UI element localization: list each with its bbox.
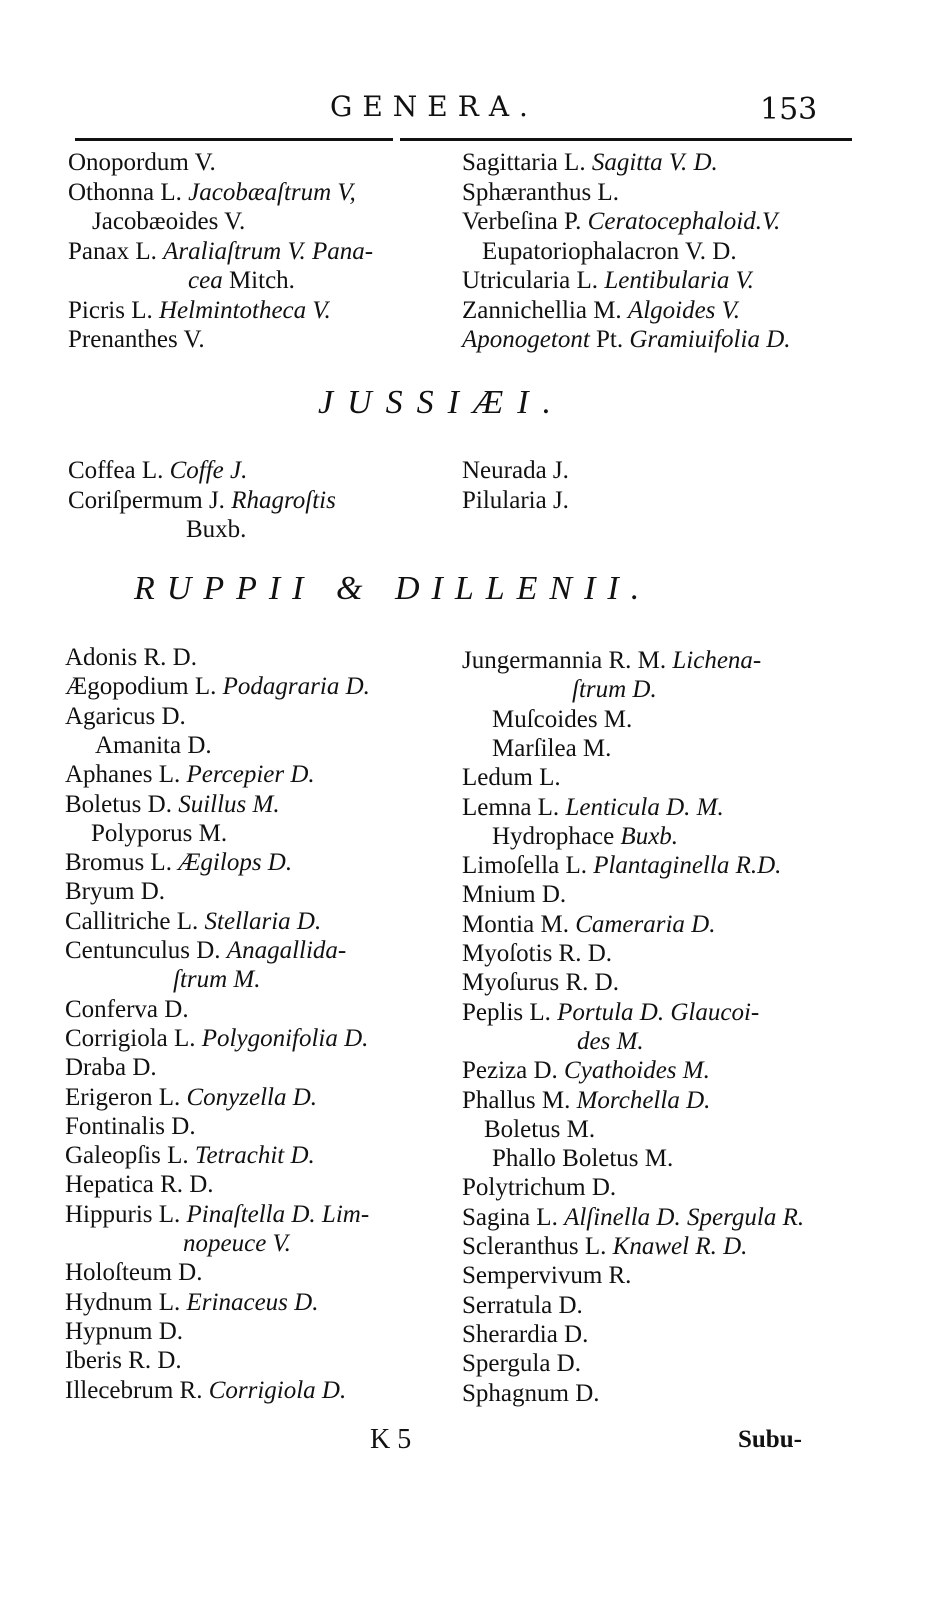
genus-entry — [186, 515, 246, 545]
genus-name: Sagittaria L. — [462, 149, 592, 176]
genus-entry — [65, 790, 280, 820]
synonym-name: Aponogetont — [462, 326, 590, 353]
genus-entry — [462, 207, 780, 237]
genus-entry — [462, 1203, 804, 1233]
genus-name: Verbeſina P. — [462, 208, 588, 235]
synonym-name: Pinaſtella D. Lim- — [186, 1201, 370, 1228]
genus-name: Limoſella L. — [462, 852, 594, 879]
genus-name: Hydnum L. — [65, 1289, 187, 1316]
header-rule-left — [75, 138, 393, 141]
genus-entry — [462, 486, 569, 516]
genus-name: Eupatoriophalacron V. D. — [482, 238, 737, 265]
synonym-name: Lentibularia V. — [604, 267, 754, 294]
genus-name: Adonis R. D. — [65, 644, 197, 671]
genus-name: Iberis R. D. — [65, 1347, 182, 1374]
genus-entry — [484, 1115, 595, 1145]
synonym-name: Lichena- — [672, 647, 762, 674]
genus-entry — [68, 325, 205, 355]
genus-name: Galeopſis L. — [65, 1142, 195, 1169]
synonym-name: Polygonifolia D. — [201, 1025, 369, 1052]
genus-name: Corrigiola L. — [65, 1025, 202, 1052]
genus-entry — [462, 148, 718, 178]
genus-entry — [462, 296, 740, 326]
genus-name: Bryum D. — [65, 878, 165, 905]
genus-name: Mitch. — [228, 267, 295, 294]
genus-name: Peziza D. — [462, 1057, 565, 1084]
synonym-name: Erinaceus D. — [186, 1289, 319, 1316]
genus-name: Hippuris L. — [65, 1201, 187, 1228]
genus-entry — [462, 851, 781, 881]
genus-name: Coffea L. — [68, 457, 170, 484]
catchword: Subu- — [738, 1426, 802, 1453]
synonym-name: Rhagroſtis — [231, 487, 336, 514]
genus-name: Phallo Boletus M. — [492, 1145, 674, 1172]
genus-entry — [462, 1349, 581, 1379]
synonym-name: Tetrachit D. — [194, 1142, 315, 1169]
genus-entry — [173, 965, 261, 995]
synonym-name: Ægilops D. — [178, 849, 293, 876]
synonym-name: des M. — [577, 1028, 644, 1055]
genus-name: Montia M. — [462, 911, 576, 938]
genus-name: Agaricus D. — [65, 703, 186, 730]
genus-entry — [65, 1258, 203, 1288]
genus-name: Prenanthes V. — [68, 326, 205, 353]
genus-entry — [68, 456, 247, 486]
genus-entry — [462, 1261, 631, 1291]
synonym-name: Cyathoides M. — [564, 1057, 710, 1084]
genus-entry — [65, 848, 292, 878]
genus-name: Picris L. — [68, 297, 159, 324]
genus-name: Scleranthus L. — [462, 1233, 613, 1260]
genus-name: Holoſteum D. — [65, 1259, 203, 1286]
genus-entry — [65, 1024, 368, 1054]
genus-name: Illecebrum R. — [65, 1377, 209, 1404]
synonym-name: Alſinella D. Spergula R. — [564, 1204, 805, 1231]
genus-name: Jungermannia R. M. — [462, 647, 673, 674]
genus-entry — [462, 998, 759, 1028]
synonym-name: Plantaginella R.D. — [593, 852, 782, 879]
genus-name: Sempervivum R. — [462, 1262, 632, 1289]
genus-name: Fontinalis D. — [65, 1113, 196, 1140]
genus-entry — [65, 907, 321, 937]
genus-name: Myoſurus R. D. — [462, 969, 619, 996]
genus-name: Sagina L. — [462, 1204, 565, 1231]
genus-entry — [462, 1379, 600, 1409]
genus-entry — [65, 672, 370, 702]
section-title-jussiaei: JUSSIÆI. — [318, 384, 566, 421]
genus-name: Othonna L. — [68, 179, 189, 206]
genus-entry — [68, 237, 373, 267]
genus-name: Lemna L. — [462, 794, 566, 821]
synonym-name: Sagitta V. D. — [591, 149, 718, 176]
genus-name: Hypnum D. — [65, 1318, 184, 1345]
genus-name: Erigeron L. — [65, 1084, 187, 1111]
genus-entry — [65, 643, 197, 673]
synonym-name: Algoides V. — [627, 297, 740, 324]
genus-name: Boletus D. — [65, 791, 179, 818]
genus-name: Aphanes L. — [65, 761, 187, 788]
genus-name: Sherardia D. — [462, 1321, 589, 1348]
genus-name: Conferva D. — [65, 996, 189, 1023]
genus-name: Muſcoides M. — [492, 706, 633, 733]
genus-name: Zannichellia M. — [462, 297, 628, 324]
synonym-name: Helmintotheca V. — [158, 297, 331, 324]
genus-entry — [462, 1291, 583, 1321]
genus-entry — [65, 702, 186, 732]
genus-entry — [462, 968, 619, 998]
genus-name: Ægopodium L. — [65, 673, 223, 700]
genus-entry — [462, 1056, 710, 1086]
genus-name: Boletus M. — [484, 1116, 596, 1143]
genus-entry — [462, 939, 612, 969]
synonym-name: Gramiuifolia D. — [629, 326, 791, 353]
synonym-name: Buxb. — [620, 823, 679, 850]
genus-entry — [462, 646, 761, 676]
synonym-name: Corrigiola D. — [208, 1377, 347, 1404]
genus-entry — [95, 731, 212, 761]
genus-entry — [68, 178, 356, 208]
synonym-name: Morchella D. — [576, 1087, 711, 1114]
genus-entry — [68, 486, 336, 516]
synonym-name: Ceratocephaloid.V. — [587, 208, 781, 235]
genus-name: Pt. — [596, 326, 630, 353]
genus-entry — [462, 1320, 588, 1350]
genus-name: Mnium D. — [462, 881, 567, 908]
page-number: 153 — [760, 92, 818, 127]
genus-name: Spergula D. — [462, 1350, 581, 1377]
genus-entry — [462, 1173, 616, 1203]
synonym-name: ſtrum D. — [572, 676, 657, 703]
genus-name: Sphæranthus L. — [462, 179, 619, 206]
genus-name: Panax L. — [68, 238, 164, 265]
synonym-name: Podagraria D. — [222, 673, 370, 700]
genus-entry — [492, 705, 632, 735]
genus-entry — [65, 1141, 315, 1171]
genus-entry — [183, 1229, 291, 1259]
genus-name: Bromus L. — [65, 849, 179, 876]
genus-entry — [65, 936, 346, 966]
genus-name: Polytrichum D. — [462, 1174, 617, 1201]
genus-entry — [65, 877, 165, 907]
genus-name: Amanita D. — [95, 732, 212, 759]
page-header — [0, 90, 930, 130]
genus-entry — [462, 325, 791, 355]
genus-entry — [65, 1317, 183, 1347]
synonym-name: Portula D. Glaucoi- — [557, 999, 760, 1026]
genus-entry — [492, 1144, 673, 1174]
genus-name: Ledum L. — [462, 764, 561, 791]
genus-name: Peplis L. — [462, 999, 558, 1026]
synonym-name: Anagallida- — [226, 937, 347, 964]
genus-entry — [65, 1200, 369, 1230]
genus-entry — [462, 266, 754, 296]
genus-name: Neurada J. — [462, 457, 569, 484]
synonym-name: Jacobæaſtrum V, — [188, 179, 356, 206]
synonym-name: ſtrum M. — [173, 966, 261, 993]
genus-name: Utricularia L. — [462, 267, 605, 294]
genus-entry — [65, 760, 315, 790]
genus-entry — [65, 1170, 214, 1200]
synonym-name: cea — [188, 267, 229, 294]
synonym-name: Coffe J. — [169, 457, 248, 484]
section-title-ruppii-dillenii: RUPPII & DILLENII. — [134, 570, 652, 607]
genus-name: Jacobæoides V. — [92, 208, 246, 235]
genus-entry — [462, 456, 569, 486]
synonym-name: Conyzella D. — [186, 1084, 318, 1111]
genus-entry — [462, 178, 619, 208]
genus-entry — [462, 1232, 747, 1262]
genus-entry — [462, 1086, 710, 1116]
genus-entry — [462, 763, 561, 793]
genus-entry — [65, 1112, 196, 1142]
genus-entry — [65, 1053, 157, 1083]
genus-name: Coriſpermum J. — [68, 487, 232, 514]
genus-name: Marſilea M. — [492, 735, 612, 762]
synonym-name: Stellaria D. — [204, 908, 322, 935]
genus-entry — [92, 207, 245, 237]
synonym-name: Lenticula D. M. — [565, 794, 724, 821]
genus-entry — [65, 995, 189, 1025]
synonym-name: nopeuce V. — [183, 1230, 291, 1257]
genus-name: Phallus M. — [462, 1087, 577, 1114]
genus-entry — [68, 296, 331, 326]
genus-name: Myoſotis R. D. — [462, 940, 613, 967]
synonym-name: Knawel R. D. — [612, 1233, 748, 1260]
genus-entry — [65, 1346, 182, 1376]
genus-name: Buxb. — [186, 516, 247, 543]
genus-entry — [577, 1027, 644, 1057]
genus-name: Draba D. — [65, 1054, 157, 1081]
genus-name: Hepatica R. D. — [65, 1171, 214, 1198]
synonym-name: Suillus M. — [178, 791, 280, 818]
signature-mark: K 5 — [370, 1424, 412, 1455]
genus-entry — [188, 266, 295, 296]
genus-name: Sphagnum D. — [462, 1380, 600, 1407]
genus-entry — [462, 793, 724, 823]
genus-name: Pilularia J. — [462, 487, 569, 514]
genus-entry — [462, 910, 716, 940]
header-rule-right — [400, 138, 852, 141]
genus-entry — [492, 734, 611, 764]
genus-entry — [462, 880, 566, 910]
genus-name: Centunculus D. — [65, 937, 227, 964]
genus-entry — [65, 1083, 317, 1113]
running-title: GENERA. — [330, 90, 538, 123]
genus-name: Callitriche L. — [65, 908, 205, 935]
genus-entry — [91, 819, 227, 849]
genus-name: Onopordum V. — [68, 149, 216, 176]
genus-name: Hydrophace — [492, 823, 621, 850]
genus-name: Serratula D. — [462, 1292, 583, 1319]
genus-entry — [65, 1376, 346, 1406]
synonym-name: Percepier D. — [186, 761, 315, 788]
synonym-name: Cameraria D. — [575, 911, 716, 938]
genus-entry — [65, 1288, 318, 1318]
genus-entry — [572, 675, 657, 705]
synonym-name: Araliaſtrum V. Pana- — [163, 238, 374, 265]
genus-name: Polyporus M. — [91, 820, 228, 847]
genus-entry — [482, 237, 737, 267]
genus-entry — [68, 148, 216, 178]
genus-entry — [492, 822, 678, 852]
